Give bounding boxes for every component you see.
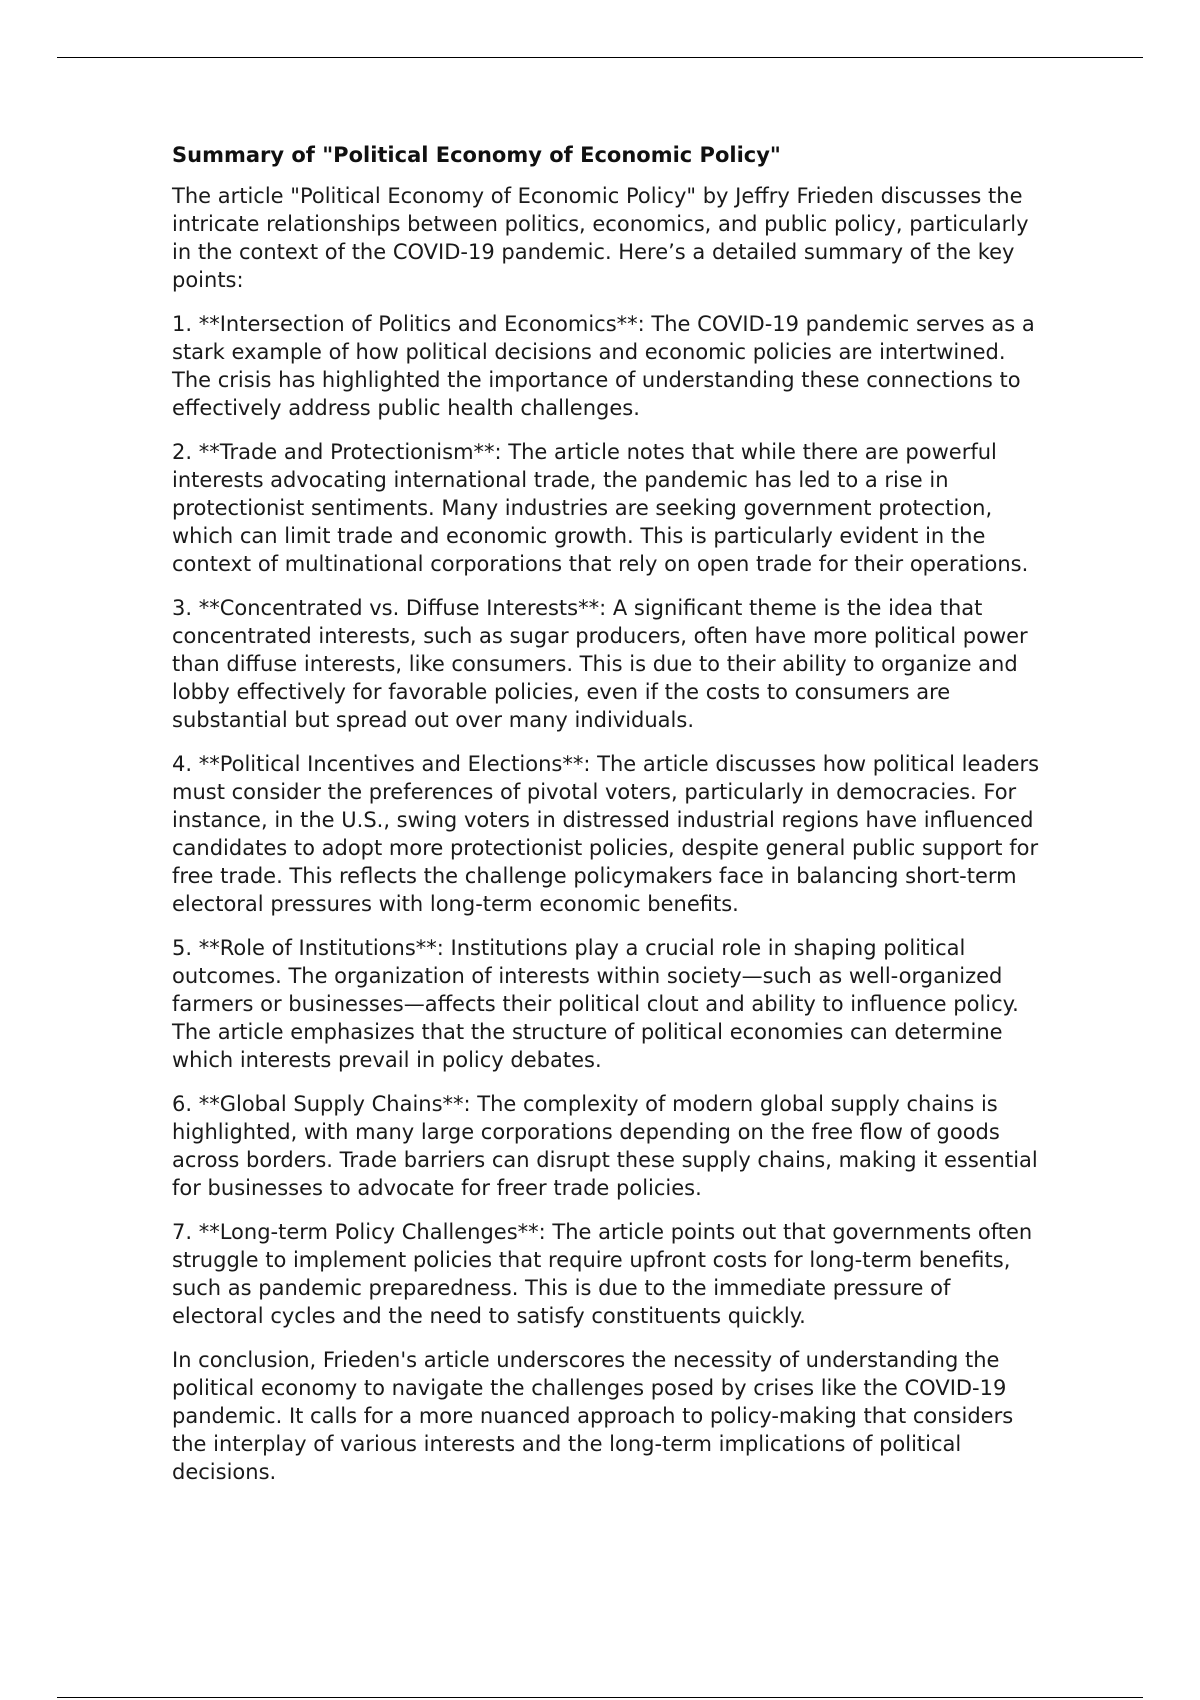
point-4-paragraph: 4. **Political Incentives and Elections**: The article discusses how political leaders must consider the preferences of pivotal voters, particularly in democracies. For instance, in the U.S., swing voters in distressed industrial regions have influenced candidates to adopt more protectionist policies, despite general public support for free trade. This reflects the challenge policymakers face in balancing short-term electoral pressures with long-term economic benefits.: [172, 752, 1040, 916]
document-body: [172, 140, 1042, 1502]
document-title: Summary of "Political Economy of Economic Policy": [172, 143, 781, 167]
point-1-paragraph: 1. **Intersection of Politics and Economics**: The COVID-19 pandemic serves as a stark example of how political decisions and economic policies are intertwined. The crisis has highlighted the importance of understanding these connections to effectively address public health challenges.: [172, 312, 1035, 420]
top-rule: [57, 57, 1143, 58]
point-7-paragraph: 7. **Long-term Policy Challenges**: The article points out that governments often struggle to implement policies that require upfront costs for long-term benefits, such as pandemic preparedness. This is due to the immediate pressure of electoral cycles and the need to satisfy constituents quickly.: [172, 1220, 1033, 1328]
conclusion-paragraph: In conclusion, Frieden's article underscores the necessity of understanding the political economy to navigate the challenges posed by crises like the COVID-19 pandemic. It calls for a more nuanced approach to policy-making that considers the interplay of various interests and the long-term implications of political decisions.: [172, 1348, 1014, 1484]
intro-paragraph: The article "Political Economy of Economic Policy" by Jeffry Frieden discusses the intricate relationships between politics, economics, and public policy, particularly in the context of the COVID-19 pandemic. Here’s a detailed summary of the key points:: [172, 184, 1029, 292]
point-6-paragraph: 6. **Global Supply Chains**: The complexity of modern global supply chains is highlighted, with many large corporations depending on the free flow of goods across borders. Trade barriers can disrupt these supply chains, making it essential for businesses to advocate for freer trade policies.: [172, 1092, 1038, 1200]
bottom-rule: [57, 1697, 1143, 1698]
point-5-paragraph: 5. **Role of Institutions**: Institutions play a crucial role in shaping political outcomes. The organization of interests within society—such as well-organized farmers or businesses—affects their political clout and ability to influence policy. The article emphasizes that the structure of political economies can determine which interests prevail in policy debates.: [172, 936, 1019, 1072]
point-2-paragraph: 2. **Trade and Protectionism**: The article notes that while there are powerful interests advocating international trade, the pandemic has led to a rise in protectionist sentiments. Many industries are seeking government protection, which can limit trade and economic growth. This is particularly evident in the context of multinational corporations that rely on open trade for their operations.: [172, 440, 1029, 576]
point-3-paragraph: 3. **Concentrated vs. Diffuse Interests**: A significant theme is the idea that concentrated interests, such as sugar producers, often have more political power than diffuse interests, like consumers. This is due to their ability to organize and lobby effectively for favorable policies, even if the costs to consumers are substantial but spread out over many individuals.: [172, 596, 1028, 732]
